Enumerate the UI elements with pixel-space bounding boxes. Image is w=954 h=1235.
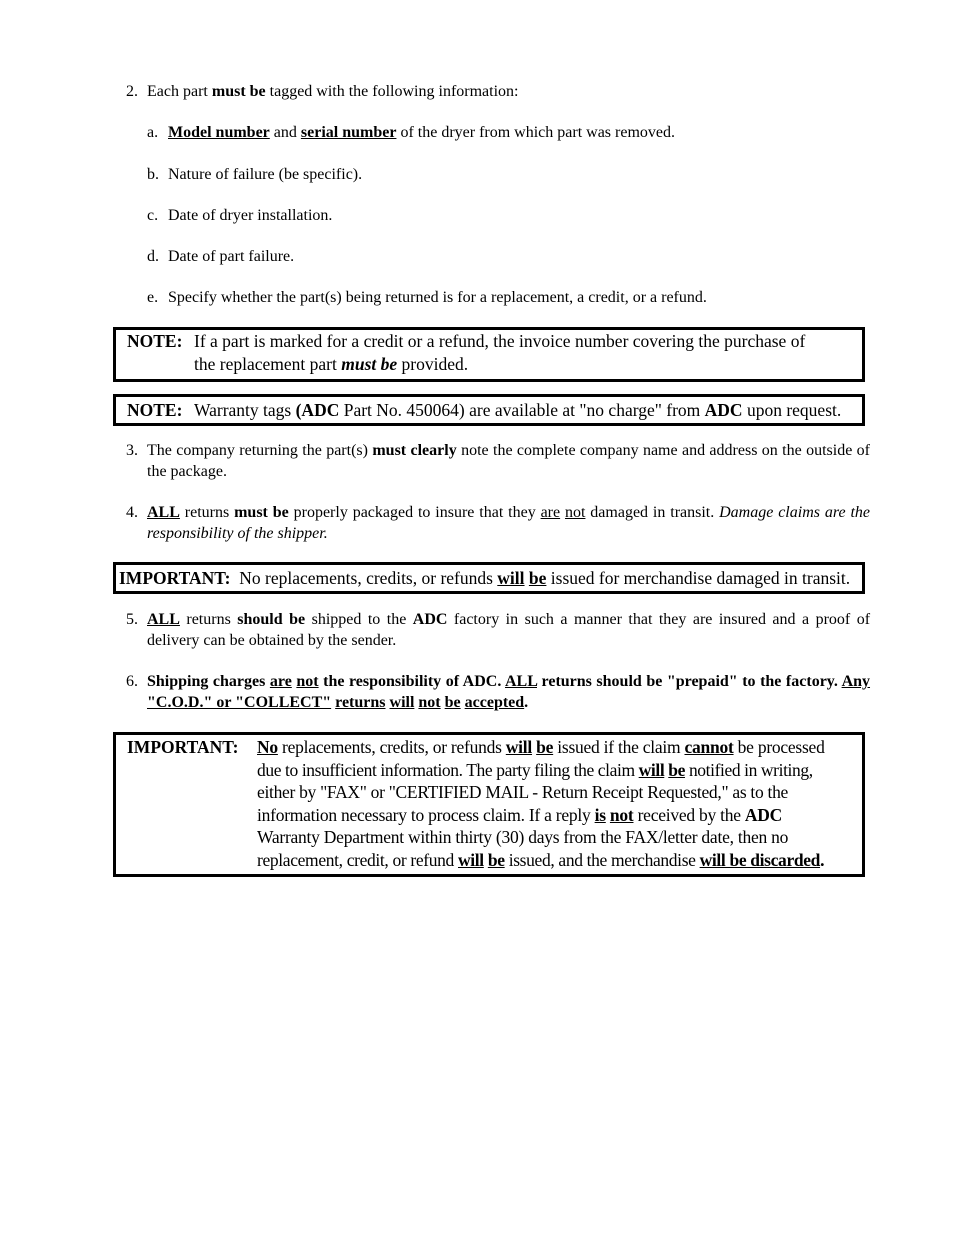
item-text: Each part must be tagged with the following information: — [147, 83, 519, 100]
note-label: NOTE: — [127, 331, 183, 351]
item-number: 4. — [126, 504, 138, 521]
item-text: ALL returns must be properly packaged to insure that they are not damaged in transit. Damage claims are the responsibility of the shipper. — [147, 504, 871, 542]
subitem-letter: d. — [147, 248, 159, 265]
item-number: 5. — [126, 611, 138, 628]
item-number: 2. — [126, 83, 138, 100]
note-text: Warranty tags (ADC Part No. 450064) are available at "no charge" from ADC upon request. — [194, 400, 842, 420]
note-box-warranty-tags — [113, 394, 865, 426]
item-text: The company returning the part(s) must clearly note the complete company name and address on the outside of the package. — [147, 442, 870, 480]
note-line-2: the replacement part must be provided. — [194, 354, 469, 374]
important-line-4: information necessary to process claim. If a reply is not received by the ADC — [257, 805, 783, 825]
item-text: ALL returns should be shipped to the ADC factory in such a manner that they are insured and a proof of delivery can be obtained by the sender. — [147, 611, 871, 649]
subitem-text: Nature of failure (be specific). — [168, 166, 363, 183]
subitem-text: Date of dryer installation. — [168, 207, 333, 224]
subitem-letter: c. — [147, 207, 159, 224]
subitem-text: Model number and serial number of the dryer from which part was removed. — [168, 124, 676, 141]
item-number: 6. — [126, 673, 138, 690]
subitem-letter: a. — [147, 124, 159, 141]
important-line-6: replacement, credit, or refund will be issued, and the merchandise will be discarded. — [257, 850, 825, 870]
important-line-2: due to insufficient information. The party filing the claim will be notified in writing, — [257, 760, 813, 780]
subitem-text: Specify whether the part(s) being returned is for a replacement, a credit, or a refund. — [168, 289, 707, 306]
note-label: NOTE: — [127, 400, 183, 420]
subitem-letter: e. — [147, 289, 159, 306]
item-number: 3. — [126, 442, 138, 459]
important-label: IMPORTANT: — [127, 737, 239, 757]
important-box-damaged-transit — [113, 562, 865, 594]
important-line-1: No replacements, credits, or refunds will be issued if the claim cannot be processed — [257, 737, 825, 757]
important-box-insufficient-info — [113, 732, 865, 877]
subitem-text: Date of part failure. — [168, 248, 295, 265]
subitem-letter: b. — [147, 166, 159, 183]
important-line-3: either by "FAX" or "CERTIFIED MAIL - Return Receipt Requested," as to the — [257, 782, 789, 802]
important-text: IMPORTANT: No replacements, credits, or refunds will be issued for merchandise damaged in transit. — [119, 568, 851, 588]
item-text: Shipping charges are not the responsibility of ADC. ALL returns should be "prepaid" to the factory. Any "C.O.D." or "COLLECT" returns will not be accepted. — [147, 673, 871, 711]
note-box-credit-refund — [113, 327, 865, 382]
note-line-1: If a part is marked for a credit or a refund, the invoice number covering the purchase of — [194, 331, 806, 351]
important-line-5: Warranty Department within thirty (30) days from the FAX/letter date, then no — [257, 827, 789, 847]
